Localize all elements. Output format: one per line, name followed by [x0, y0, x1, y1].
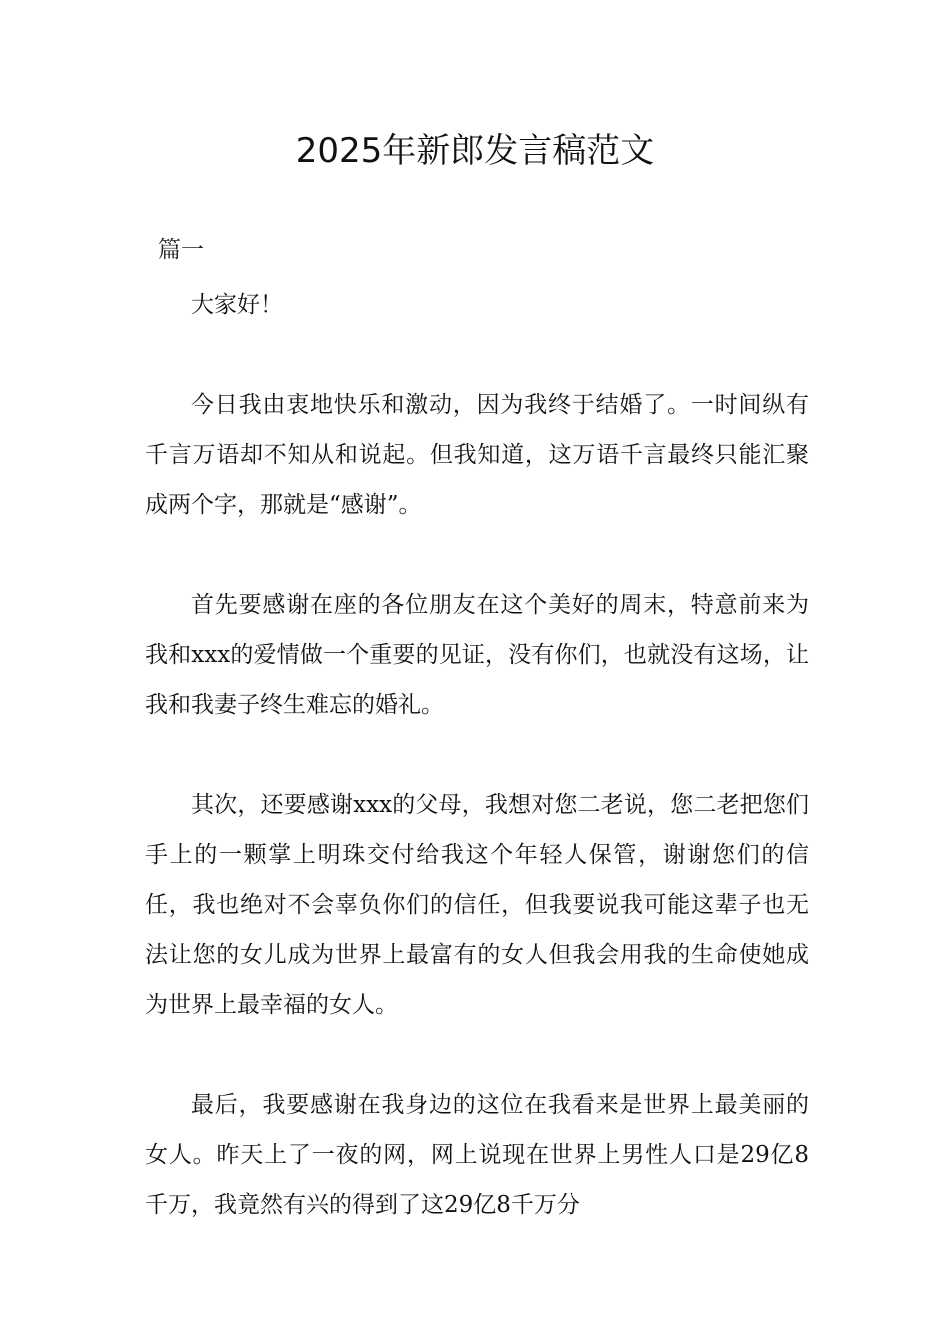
paragraph: 其次，还要感谢xxx的父母，我想对您二老说，您二老把您们手上的一颗掌上明珠交付给我这个年轻人保管，谢谢您们的信任，我也绝对不会辜负你们的信任，但我要说我可能这辈子也无法让您的女儿成为世界上最富有的女人但我会用我的生命使她成为世界上最幸福的女人。 [145, 792, 809, 1018]
paragraph: 今日我由衷地快乐和激动，因为我终于结婚了。一时间纵有千言万语却不知从和说起。但我知道，这万语千言最终只能汇聚成两个字，那就是“感谢”。 [145, 392, 809, 518]
section-label: 篇一 [158, 237, 204, 263]
paragraph: 首先要感谢在座的各位朋友在这个美好的周末，特意前来为我和xxx的爱情做一个重要的见证，没有你们，也就没有这场，让我和我妻子终生难忘的婚礼。 [145, 592, 809, 718]
paragraph-greeting: 大家好！ [191, 292, 283, 318]
document-title: 2025年新郎发言稿范文 [295, 131, 655, 171]
document-body [145, 280, 809, 1280]
paragraph: 最后，我要感谢在我身边的这位在我看来是世界上最美丽的女人。昨天上了一夜的网，网上说现在世界上男性人口是29亿8千万，我竟然有兴的得到了这29亿8千万分 [145, 1092, 809, 1218]
